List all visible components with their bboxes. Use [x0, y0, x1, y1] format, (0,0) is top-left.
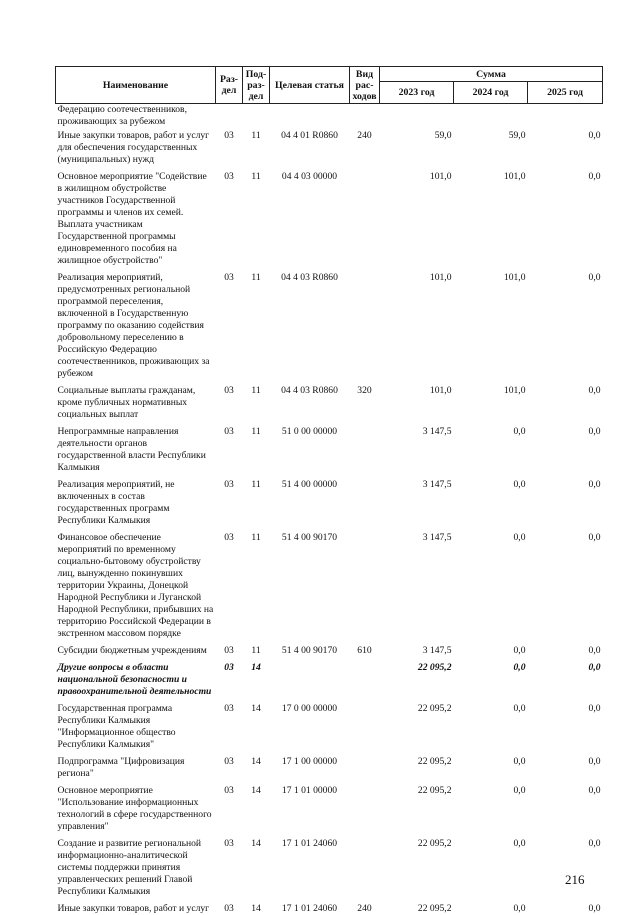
row-sum-2023: 3 147,5: [380, 474, 454, 527]
row-vid: [350, 104, 380, 129]
table-row: [56, 527, 603, 640]
row-sum-2025: [528, 104, 603, 129]
row-target: 51 4 00 90170: [270, 527, 350, 640]
row-razdel: 03: [216, 474, 243, 527]
row-sum-2023: 59,0: [380, 128, 454, 166]
row-name: Иные закупки товаров, работ и услуг: [56, 898, 216, 915]
row-razdel: 03: [216, 640, 243, 657]
row-name: Реализация мероприятий, предусмотренных региональной программой переселения, включенной в Государственную программу по оказанию содействия добровольному переселению в Российскую Федерацию соотечественников, проживающих за рубежом: [56, 267, 216, 380]
table-row: [56, 751, 603, 780]
row-podrazdel: 14: [243, 751, 270, 780]
row-target: 17 0 00 00000: [270, 698, 350, 751]
row-sum-2024: 101,0: [454, 380, 528, 421]
row-razdel: 03: [216, 698, 243, 751]
row-sum-2024: 0,0: [454, 421, 528, 474]
row-target: 17 1 01 24060: [270, 898, 350, 915]
row-sum-2023: 22 095,2: [380, 780, 454, 833]
row-sum-2025: 0,0: [528, 780, 603, 833]
table-row: [56, 698, 603, 751]
row-podrazdel: 14: [243, 657, 270, 698]
row-target: 17 1 01 00000: [270, 780, 350, 833]
header-summa: Сумма: [380, 67, 603, 82]
table-body: [56, 104, 603, 915]
row-vid: [350, 474, 380, 527]
row-vid: 240: [350, 898, 380, 915]
row-razdel: 03: [216, 780, 243, 833]
table-row: [56, 474, 603, 527]
row-sum-2024: 101,0: [454, 267, 528, 380]
table-row: [56, 128, 603, 166]
header-razdel: Раз-дел: [216, 67, 243, 104]
table-header: [56, 67, 603, 104]
row-sum-2025: 0,0: [528, 898, 603, 915]
row-target: 04 4 01 R0860: [270, 128, 350, 166]
row-target: 04 4 03 R0860: [270, 267, 350, 380]
table-row: [56, 898, 603, 915]
row-vid: [350, 657, 380, 698]
header-target: Целевая статья: [270, 67, 350, 104]
row-sum-2023: 101,0: [380, 166, 454, 267]
row-name: Субсидии бюджетным учреждениям: [56, 640, 216, 657]
row-vid: 320: [350, 380, 380, 421]
row-sum-2023: 22 095,2: [380, 751, 454, 780]
row-vid: [350, 527, 380, 640]
row-sum-2024: 0,0: [454, 474, 528, 527]
header-vid: Вид рас-ходов: [350, 67, 380, 104]
row-sum-2023: 22 095,2: [380, 898, 454, 915]
row-podrazdel: 14: [243, 898, 270, 915]
row-sum-2025: 0,0: [528, 474, 603, 527]
header-2024: 2024 год: [454, 82, 528, 104]
row-name: Основное мероприятие "Содействие в жилищном обустройстве участников Государственной программы и членов их семей. Выплата участникам Государственной программы единовременного пособия на жилищное обустройство": [56, 166, 216, 267]
budget-table: [55, 66, 603, 915]
table-row: [56, 780, 603, 833]
row-name: Подпрограмма "Цифровизация региона": [56, 751, 216, 780]
row-vid: [350, 267, 380, 380]
row-sum-2023: 101,0: [380, 267, 454, 380]
row-name: Реализация мероприятий, не включенных в состав государственных программ Республики Калмыкия: [56, 474, 216, 527]
row-name: Другие вопросы в области национальной безопасности и правоохранительной деятельности: [56, 657, 216, 698]
row-sum-2025: 0,0: [528, 421, 603, 474]
row-sum-2024: 0,0: [454, 657, 528, 698]
row-sum-2023: 3 147,5: [380, 527, 454, 640]
row-sum-2023: 3 147,5: [380, 640, 454, 657]
row-target: 51 0 00 00000: [270, 421, 350, 474]
row-name: Иные закупки товаров, работ и услуг для обеспечения государственных (муниципальных) нужд: [56, 128, 216, 166]
row-target: 04 4 03 R0860: [270, 380, 350, 421]
row-razdel: 03: [216, 166, 243, 267]
row-sum-2025: 0,0: [528, 751, 603, 780]
row-sum-2024: 0,0: [454, 640, 528, 657]
row-sum-2024: 0,0: [454, 527, 528, 640]
row-sum-2023: 22 095,2: [380, 698, 454, 751]
row-name: Финансовое обеспечение мероприятий по временному социально-бытовому обустройству лиц, вынужденно покинувших территории Украины, Донецкой Народной Республики и Луганской Народной Республики, прибывших на территорию Российской Федерации в экстренном массовом порядке: [56, 527, 216, 640]
row-podrazdel: 11: [243, 640, 270, 657]
row-vid: [350, 166, 380, 267]
header-podrazdel: Под-раз-дел: [243, 67, 270, 104]
row-sum-2025: 0,0: [528, 833, 603, 898]
row-razdel: 03: [216, 380, 243, 421]
row-sum-2025: 0,0: [528, 128, 603, 166]
row-sum-2023: 3 147,5: [380, 421, 454, 474]
row-sum-2024: 59,0: [454, 128, 528, 166]
row-podrazdel: 14: [243, 833, 270, 898]
row-vid: [350, 698, 380, 751]
table-row: [56, 267, 603, 380]
row-razdel: 03: [216, 421, 243, 474]
row-target: 17 1 01 24060: [270, 833, 350, 898]
row-vid: 610: [350, 640, 380, 657]
row-sum-2025: 0,0: [528, 166, 603, 267]
row-sum-2024: 0,0: [454, 833, 528, 898]
row-sum-2025: 0,0: [528, 527, 603, 640]
row-sum-2024: 0,0: [454, 698, 528, 751]
row-vid: [350, 421, 380, 474]
row-vid: 240: [350, 128, 380, 166]
row-sum-2023: [380, 104, 454, 129]
row-sum-2023: 22 095,2: [380, 657, 454, 698]
page-number: 216: [565, 872, 585, 888]
row-name: Непрограммные направления деятельности органов государственной власти Республики Калмыкия: [56, 421, 216, 474]
row-vid: [350, 780, 380, 833]
row-sum-2025: 0,0: [528, 657, 603, 698]
row-razdel: 03: [216, 657, 243, 698]
table-row: [56, 640, 603, 657]
row-target: 51 4 00 00000: [270, 474, 350, 527]
row-sum-2023: 22 095,2: [380, 833, 454, 898]
header-2025: 2025 год: [528, 82, 603, 104]
row-target: 51 4 00 90170: [270, 640, 350, 657]
row-sum-2024: 0,0: [454, 898, 528, 915]
row-vid: [350, 833, 380, 898]
table-row: [56, 833, 603, 898]
table-row: [56, 657, 603, 698]
row-target: [270, 657, 350, 698]
row-razdel: 03: [216, 833, 243, 898]
row-name: Основное мероприятие "Использование информационных технологий в сфере государственного управления": [56, 780, 216, 833]
row-razdel: 03: [216, 128, 243, 166]
row-vid: [350, 751, 380, 780]
row-target: 17 1 00 00000: [270, 751, 350, 780]
header-2023: 2023 год: [380, 82, 454, 104]
row-podrazdel: 11: [243, 527, 270, 640]
row-podrazdel: 11: [243, 421, 270, 474]
row-razdel: [216, 104, 243, 129]
row-sum-2025: 0,0: [528, 640, 603, 657]
row-name: Федерацию соотечественников, проживающих за рубежом: [56, 104, 216, 129]
row-podrazdel: 14: [243, 698, 270, 751]
row-target: 04 4 03 00000: [270, 166, 350, 267]
row-podrazdel: 11: [243, 128, 270, 166]
row-podrazdel: 14: [243, 780, 270, 833]
row-sum-2025: 0,0: [528, 380, 603, 421]
row-sum-2024: [454, 104, 528, 129]
row-sum-2024: 0,0: [454, 780, 528, 833]
row-name: Государственная программа Республики Калмыкия "Информационное общество Республики Калмыкия": [56, 698, 216, 751]
row-razdel: 03: [216, 751, 243, 780]
row-podrazdel: 11: [243, 474, 270, 527]
table-row: [56, 166, 603, 267]
row-podrazdel: 11: [243, 380, 270, 421]
row-sum-2025: 0,0: [528, 267, 603, 380]
row-sum-2025: 0,0: [528, 698, 603, 751]
row-sum-2023: 101,0: [380, 380, 454, 421]
header-name: Наименование: [56, 67, 216, 104]
row-podrazdel: 11: [243, 166, 270, 267]
row-razdel: 03: [216, 898, 243, 915]
row-razdel: 03: [216, 267, 243, 380]
row-razdel: 03: [216, 527, 243, 640]
table-row: [56, 421, 603, 474]
row-podrazdel: 11: [243, 267, 270, 380]
row-name: Создание и развитие региональной информационно-аналитической системы поддержки принятия управленческих решений Главой Республики Калмыкия: [56, 833, 216, 898]
table-row: [56, 380, 603, 421]
row-sum-2024: 101,0: [454, 166, 528, 267]
row-podrazdel: [243, 104, 270, 129]
row-target: [270, 104, 350, 129]
row-name: Социальные выплаты гражданам, кроме публичных нормативных социальных выплат: [56, 380, 216, 421]
table-row: [56, 104, 603, 129]
row-sum-2024: 0,0: [454, 751, 528, 780]
